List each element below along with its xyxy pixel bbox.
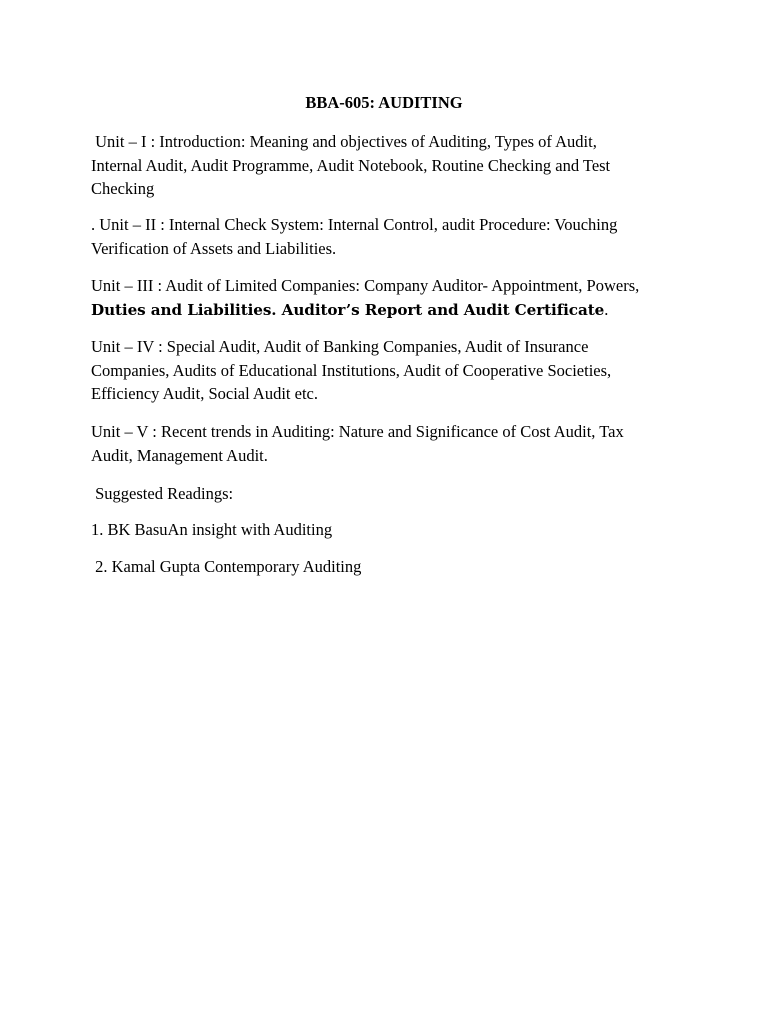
unit-1-line-3: Checking <box>91 179 155 198</box>
unit-2-paragraph <box>91 213 691 260</box>
reading-item-1: 1. BK BasuAn insight with Auditing <box>91 520 333 539</box>
unit-1-line-1: Unit – I : Introduction: Meaning and objectives of Auditing, Types of Audit, <box>91 132 597 151</box>
suggested-readings-heading: Suggested Readings: <box>91 484 234 503</box>
unit-1-line-2: Internal Audit, Audit Programme, Audit Notebook, Routine Checking and Test <box>91 155 611 175</box>
unit-5-paragraph <box>91 420 691 467</box>
unit-2-line-2: Verification of Assets and Liabilities. <box>91 238 337 258</box>
unit-3-tail-text: . <box>604 299 609 319</box>
document-title: BBA-605: AUDITING <box>305 93 463 112</box>
unit-4-paragraph <box>91 335 691 406</box>
unit-5-line-1: Unit – V : Recent trends in Auditing: Nature and Significance of Cost Audit, Tax <box>91 422 624 441</box>
unit-3-paragraph <box>91 274 691 322</box>
unit-3-line-1: Unit – III : Audit of Limited Companies: Company Auditor- Appointment, Powers, <box>91 276 640 295</box>
unit-5-line-2: Audit, Management Audit. <box>91 445 268 465</box>
unit-4-line-2: Companies, Audits of Educational Institutions, Audit of Cooperative Societies, <box>91 360 612 380</box>
unit-4-line-3: Efficiency Audit, Social Audit etc. <box>91 384 318 403</box>
unit-1-paragraph <box>91 130 691 201</box>
reading-item-2: 2. Kamal Gupta Contemporary Auditing <box>91 557 362 576</box>
unit-3-bold-text: Duties and Liabilities. Auditor’s Report and Audit Certificate <box>91 300 605 319</box>
unit-4-line-1: Unit – IV : Special Audit, Audit of Banking Companies, Audit of Insurance <box>91 337 589 356</box>
unit-2-line-1: . Unit – II : Internal Check System: Internal Control, audit Procedure: Vouching <box>91 215 618 234</box>
unit-3-line-2 <box>91 298 691 323</box>
